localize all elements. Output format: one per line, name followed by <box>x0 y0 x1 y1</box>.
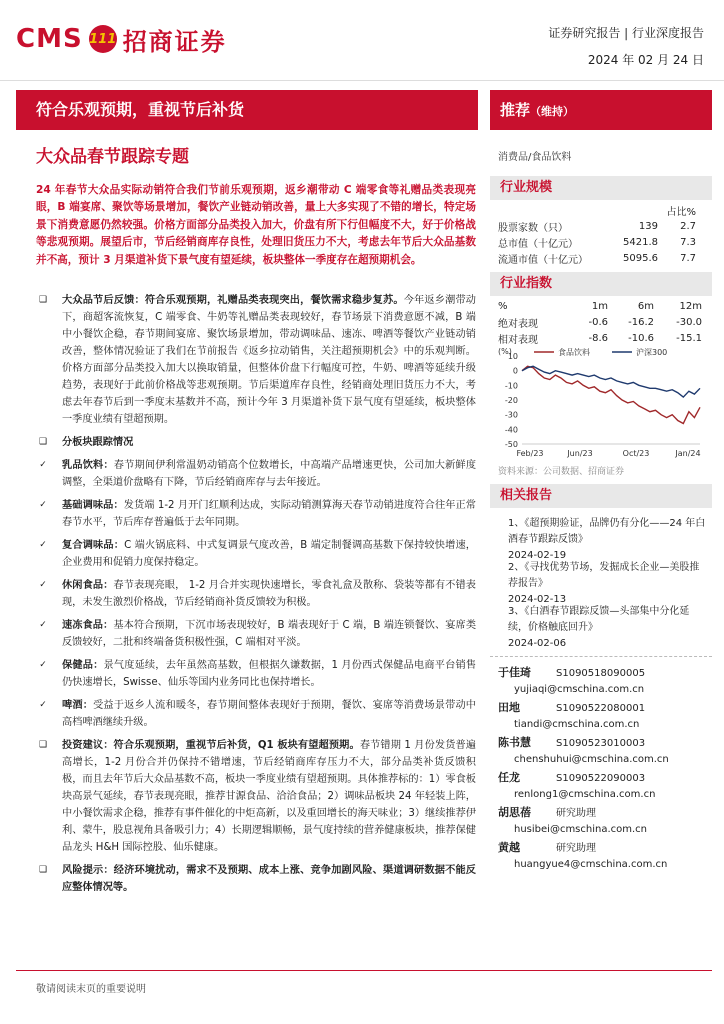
check-icon: ✓ <box>39 620 47 630</box>
body-item <box>36 457 476 491</box>
logo-cms-text: CMS <box>16 24 83 54</box>
item-text: 发货端 1-2 月开门红顺利达成，实际动销测算海天春节动销进度符合往年正常春节水平，节后库存普遍低于去年同期。 <box>62 500 476 528</box>
related-report <box>508 604 708 652</box>
chart-ytick: -10 <box>504 381 518 391</box>
scale-row-label: 股票家数（只） <box>498 222 568 234</box>
analyst-divider <box>490 656 712 657</box>
item-text: C 端火锅底料、中式复调景气度改善，B 端定制餐调高基数下保持较快增速，企业费用和促销力度保持稳定。 <box>62 540 476 568</box>
check-icon: ✓ <box>39 540 47 550</box>
check-icon: ✓ <box>39 700 47 710</box>
analyst <box>498 699 645 733</box>
index-row-12m: -15.1 <box>676 332 702 344</box>
body-item <box>36 434 476 451</box>
footer-line <box>16 970 712 971</box>
bullet-box-icon: ❑ <box>38 740 48 750</box>
item-heading: 风险提示：经济环境扰动，需求不及预期、成本上涨、竞争加剧风险、渠道调研数据不能反应整体情况等。 <box>62 865 476 893</box>
chart-xtick: Jun/23 <box>567 449 593 458</box>
check-icon: ✓ <box>39 660 47 670</box>
analyst-email: renlong1@cmschina.com.cn <box>514 789 656 800</box>
body-item <box>36 537 476 571</box>
analyst-id: S1090522090003 <box>556 773 646 784</box>
scale-row-label: 总市值（十亿元） <box>498 238 578 250</box>
item-heading: 速冻食品： <box>62 620 114 631</box>
analyst-line <box>498 769 655 786</box>
scale-row <box>498 218 696 234</box>
analyst-id: S1090522080001 <box>556 703 646 714</box>
analyst-name: 田地 <box>498 701 520 714</box>
index-row-12m: -30.0 <box>676 316 702 328</box>
scale-row-value: 139 <box>638 220 658 232</box>
index-row-6m: -10.6 <box>628 332 654 344</box>
item-heading: 基础调味品： <box>62 500 124 511</box>
analyst <box>498 769 655 803</box>
analyst-name: 任龙 <box>498 771 520 784</box>
body-item <box>36 697 476 731</box>
body-items <box>36 292 476 902</box>
report-date: 2024 年 02 月 24 日 <box>587 53 704 67</box>
check-icon: ✓ <box>39 500 47 510</box>
item-heading: 分板块跟踪情况 <box>62 437 134 448</box>
chart-ytick: -20 <box>504 396 518 405</box>
item-text: 景气度延续，去年虽然高基数，但根据久谦数据，1 月份西式保健品电商平台销售仍快速增长，Swisse、仙乐等国内业务同比也保持增长。 <box>62 660 477 688</box>
related-report-date: 2024-02-06 <box>508 638 567 649</box>
analyst-name: 于佳琦 <box>498 666 531 679</box>
item-text: 今年返乡潮带动下，商超客流恢复，C 端零食、牛奶等礼赠品类表现较好，春节场景下消费意愿不减，B 端中小餐饮企稳，春节期间宴席、聚饮场景增加，带动调味品、速冻、啤酒等餐饮产业链动销改善，整体情况验证了我们在节前报告《返乡拉动销售，关注超预期机会》中的乐观判断。价格方面部分品类投入加大以换取销量，但整体价盘下行幅度可控，牛奶、啤酒等延续升级趋势，表现好于此前价格战等悲观预期。节后渠道库存良性，经销商处理旧货压力不大，考虑去年春节后到一季度末基数并不高，预计今年 3 月渠道补货下景气度有望延续，板块整体一季度业绩有望超预期。 <box>62 295 476 425</box>
chart-legend-label-1: 沪深300 <box>636 348 668 357</box>
body-item <box>36 657 476 691</box>
bullet-box-icon: ❑ <box>38 295 48 305</box>
index-header-1m: 1m <box>591 300 608 312</box>
item-text: 春节错期 1 月份发货普遍高增长，1-2 月份合并仍保持不错增速，节后经销商库存压力不大，部分品类补货反馈积极，而且去年节后大众品基数不高，板块一季度业绩有望超预期。具体推荐标的：1）零食板块高景气延续，春节表现亮眼，推荐甘源食品、洽洽食品；2）调味品板块 24 年轻装上阵，中小餐饮需求企稳，推荐有事件催化的中炬高新，以及重回增长的海天味业；3）继续推荐伊利、蒙牛，股息视角具备吸引力；4）长期逻辑顺畅，景气度持续的营养健康板块，推荐保健品龙头 H&H 国际控股、仙乐健康。 <box>62 740 476 853</box>
scale-row-value: 5421.8 <box>623 236 658 248</box>
rating-note: （维持） <box>530 105 575 118</box>
bullet-box-icon: ❑ <box>38 865 48 875</box>
footer-text: 敬请阅读末页的重要说明 <box>36 984 146 995</box>
scale-row-value: 5095.6 <box>623 252 658 264</box>
analyst-line <box>498 804 647 821</box>
body-item <box>36 862 476 896</box>
analyst-email: tiandi@cmschina.com.cn <box>514 719 640 730</box>
check-icon: ✓ <box>39 580 47 590</box>
chart-ytick: -50 <box>504 440 518 449</box>
chart-ytick: 0 <box>512 366 518 376</box>
index-chart <box>494 344 708 462</box>
scale-row-pct: 7.7 <box>680 252 696 264</box>
analyst-email: chenshuhui@cmschina.com.cn <box>514 754 669 765</box>
related-report-date: 2024-02-13 <box>508 594 567 605</box>
summary-paragraph: 24 年春节大众品实际动销符合我们节前乐观预期，返乡潮带动 C 端零食等礼赠品类表现亮眼，B 端宴席、聚饮等场景增加，餐饮产业链动销改善，量上大多实现了不错的增长，特定场景下消费意愿仍然较强。价格方面部分品类投入加大，价盘有所下行但幅度不大，好于价格战等悲观预期。展望后市，节后经销商库存良性，处理旧货压力不大，考虑去年节后大众品基数并不高，预计 3 月渠道补货下景气度有望延续，板块整体一季度存在超预期机会。 <box>36 184 476 266</box>
report-title-banner: 符合乐观预期，重视节后补货 <box>16 90 478 130</box>
index-row-6m: -16.2 <box>628 316 654 328</box>
body-item <box>36 617 476 651</box>
scale-row-label: 流通市值（十亿元） <box>498 254 588 266</box>
logo-cn-text: 招商证券 <box>122 26 227 56</box>
related-report-title: 2、《寻找优势节场，发掘成长企业—美股推荐报告》 <box>508 562 700 589</box>
body-item <box>36 737 476 856</box>
analyst <box>498 734 669 768</box>
analyst-email: huangyue4@cmschina.com.cn <box>514 859 668 870</box>
analyst-id: S1090518090005 <box>556 668 646 679</box>
related-title: 相关报告 <box>490 484 712 508</box>
analyst-id: S1090523010003 <box>556 738 646 749</box>
chart-xtick: Feb/23 <box>516 449 544 458</box>
body-item <box>36 577 476 611</box>
scale-row-pct: 7.3 <box>680 236 696 248</box>
chart-source: 资料来源：公司数据、招商证券 <box>498 467 625 477</box>
index-row-1m: -0.6 <box>588 316 608 328</box>
chart-ytick: 10 <box>507 352 518 361</box>
item-text: 春节表现亮眼， 1-2 月合并实现快速增长，零食礼盒及散称、袋装等都有不错表现，未发生激烈价格战，节后经销商补货反馈较为积极。 <box>62 580 476 608</box>
scale-header-row <box>498 202 696 218</box>
scale-title: 行业规模 <box>490 176 712 200</box>
scale-header-pct: 占比% <box>666 206 696 218</box>
index-title: 行业指数 <box>490 272 712 296</box>
chart-xtick: Oct/23 <box>622 449 650 458</box>
chart-xtick: Jan/24 <box>675 449 701 458</box>
index-row <box>498 314 702 330</box>
index-header-label: % <box>498 300 508 312</box>
rating-label: 推荐 <box>500 101 531 119</box>
check-icon: ✓ <box>39 460 47 470</box>
index-row-label: 绝对表现 <box>498 318 538 330</box>
analyst-id: 研究助理 <box>556 808 596 819</box>
report-type: 证券研究报告 | 行业深度报告 <box>548 26 704 40</box>
analyst <box>498 804 647 838</box>
index-row-1m: -8.6 <box>588 332 608 344</box>
item-heading: 乳品饮料： <box>62 460 114 471</box>
scale-row-pct: 2.7 <box>680 220 696 232</box>
analyst-line <box>498 839 667 856</box>
item-heading: 保健品： <box>62 660 104 671</box>
sector-label: 消费品/食品饮料 <box>498 152 572 163</box>
analyst <box>498 839 667 873</box>
body-item <box>36 292 476 428</box>
bullet-box-icon: ❑ <box>38 437 48 447</box>
item-text: 基本符合预期，下沉市场表现较好，B 端表现好于 C 端，B 端连锁餐饮、宴席类反馈较好，二批和终端备货积极性强，C 端相对平淡。 <box>62 620 477 648</box>
index-header-12m: 12m <box>679 300 702 312</box>
header-divider <box>0 80 724 81</box>
item-text: 受益于返乡人流和暖冬，春节期间整体表现好于预期，餐饮、宴席等消费场景带动中高档啤酒继续升级。 <box>62 700 476 728</box>
chart-legend-label-0: 食品饮料 <box>558 348 590 357</box>
index-header-6m: 6m <box>637 300 654 312</box>
chart-series-line-0 <box>522 366 700 423</box>
item-heading: 休闲食品： <box>62 580 114 591</box>
item-text: 春节期间伊利常温奶动销高个位数增长，中高端产品增速更快，公司加大新鲜度调整，全渠道价盘略有下降，节后经销商库存与去年接近。 <box>62 460 477 488</box>
chart-ytick: -40 <box>504 425 518 435</box>
rating-banner <box>490 90 712 130</box>
item-heading: 大众品节后反馈：符合乐观预期，礼赠品类表现突出，餐饮需求稳步复苏。 <box>62 295 404 306</box>
logo-badge-icon <box>89 25 117 53</box>
analyst-name: 陈书慧 <box>498 736 531 749</box>
analyst-line <box>498 734 669 751</box>
chart-series-line-1 <box>522 366 700 397</box>
index-header-row <box>498 298 702 314</box>
analyst-email: husibei@cmschina.com.cn <box>514 824 648 835</box>
body-item <box>36 497 476 531</box>
analyst-email: yujiaqi@cmschina.com.cn <box>514 684 645 695</box>
index-table <box>498 298 702 346</box>
analyst-id: 研究助理 <box>556 843 596 854</box>
analyst-line <box>498 664 645 681</box>
chart-ylabel: (%) <box>498 347 512 356</box>
logo-badge-text: 111 <box>89 31 117 47</box>
scale-row <box>498 250 696 266</box>
related-report-title: 1、《超预期验证，品牌仍有分化——24 年白酒春节跟踪反馈》 <box>508 518 706 545</box>
chart-ytick: -30 <box>504 410 518 420</box>
item-heading: 投资建议：符合乐观预期，重视节后补货，Q1 板块有望超预期。 <box>62 740 360 751</box>
header-meta <box>548 24 704 68</box>
related-report-date: 2024-02-19 <box>508 550 567 561</box>
report-subtitle: 大众品春节跟踪专题 <box>36 147 189 167</box>
cms-logo <box>16 22 227 56</box>
item-heading: 复合调味品： <box>62 540 125 551</box>
item-heading: 啤酒： <box>62 700 94 711</box>
analyst-name: 黄越 <box>498 841 520 854</box>
scale-table <box>498 202 696 266</box>
related-report <box>508 516 708 564</box>
index-row-label: 相对表现 <box>498 334 538 346</box>
analyst-name: 胡思蓓 <box>498 806 531 819</box>
analyst <box>498 664 645 698</box>
related-report-title: 3、《白酒春节跟踪反馈—头部集中分化延续，价格触底回升》 <box>508 606 690 633</box>
analyst-line <box>498 699 645 716</box>
scale-row <box>498 234 696 250</box>
related-report <box>508 560 708 608</box>
